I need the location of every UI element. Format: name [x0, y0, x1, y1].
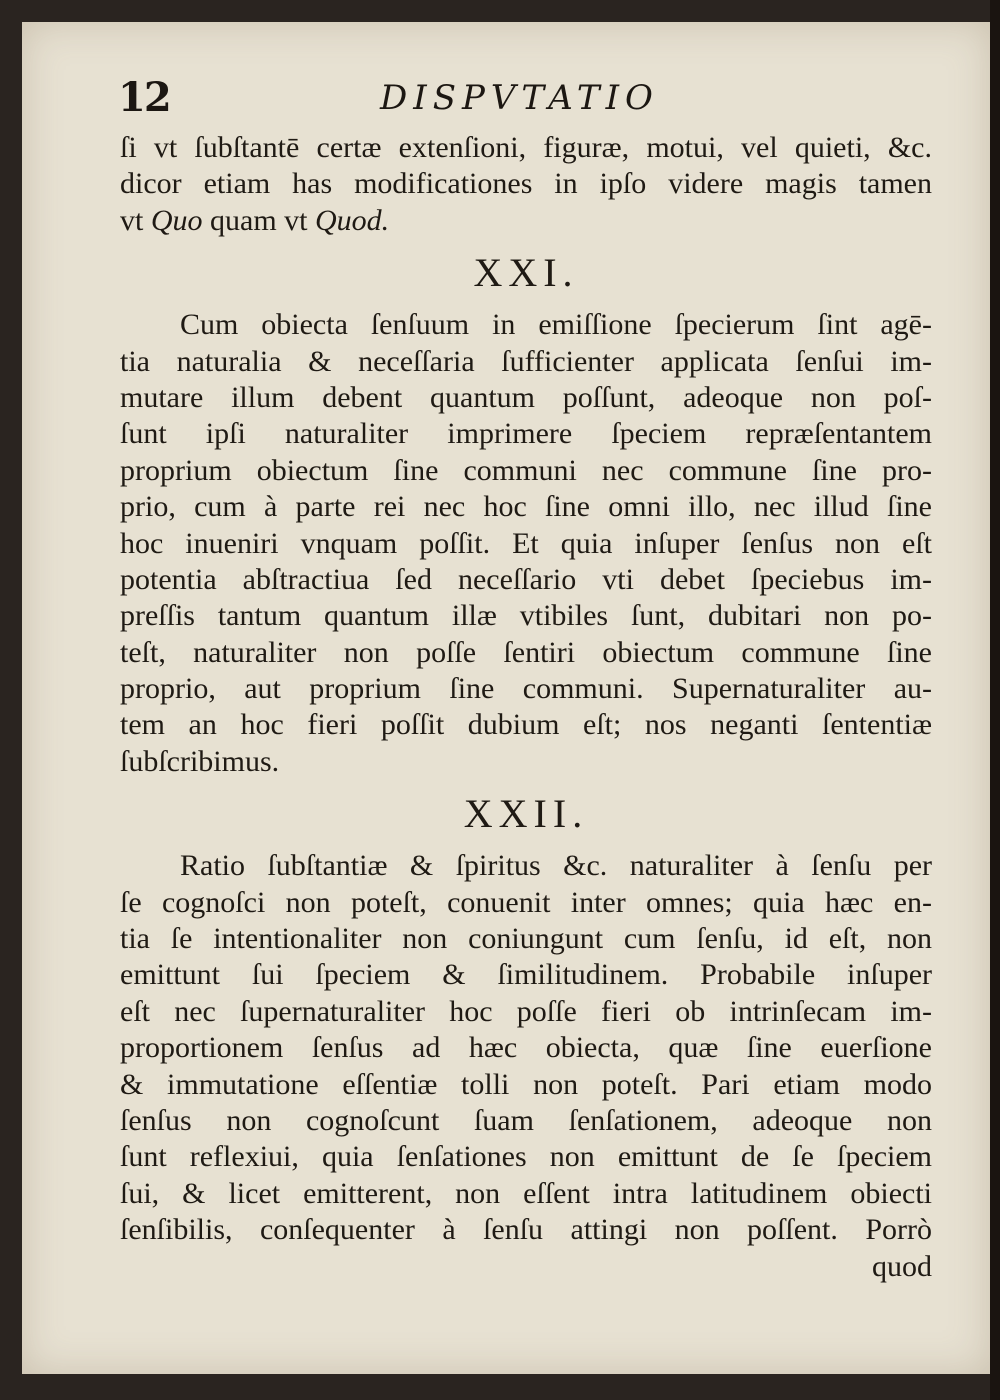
body-text [120, 130, 932, 1285]
text-line: proprium obiectum ſine communi nec commune ſine pro- [120, 453, 932, 487]
text-line: tem an hoc fieri poſſit dubium eſt; nos neganti ſententiæ [120, 708, 932, 742]
text-line: teſt, naturaliter non poſſe ſentiri obiectum commune ſine [120, 635, 932, 669]
text-line: ſenſus non cognoſcunt ſuam ſenſationem, adeoque non [120, 1103, 932, 1137]
text-line: proportionem ſenſus ad hæc obiecta, quæ ſine euerſione [120, 1031, 932, 1065]
italic-term: Quod. [315, 203, 390, 237]
page-number: 12 [118, 74, 170, 121]
text-line: dicor etiam has modificationes in ipſo videre magis tamen [120, 167, 932, 201]
catchword: quod [872, 1249, 932, 1283]
text-line: ſunt reflexiui, quia ſenſationes non emittunt de ſe ſpeciem [120, 1140, 932, 1174]
text-line [120, 203, 932, 239]
section-number: XXII. [463, 791, 589, 837]
text-line: ſi vt ſubſtantē certæ extenſioni, figuræ, motui, vel quieti, &c. [120, 131, 932, 164]
text-line: tia ſe intentionaliter non coniungunt cum ſenſu, id eſt, non [120, 922, 932, 956]
text-fragment: quam vt [202, 203, 316, 237]
page-edge [990, 0, 1000, 1400]
text-line: ſe cognoſci non poteſt, conuenit inter omnes; quia hæc en- [120, 885, 932, 919]
text-line: potentia abſtractiua ſed neceſſario vti debet ſpeciebus im- [120, 562, 932, 596]
text-fragment: vt [120, 203, 151, 237]
section-number: XXI. [473, 250, 579, 296]
text-line: ſui, & licet emitterent, non eſſent intra latitudinem obiecti [120, 1176, 932, 1210]
text-line: ſubſcribimus. [120, 744, 280, 778]
text-line: & immutatione eſſentiæ tolli non poteſt. Pari etiam modo [120, 1067, 932, 1101]
running-title: DISPVTATIO [380, 78, 659, 118]
text-line: eſt nec ſupernaturaliter hoc poſſe fieri ob intrinſecam im- [120, 994, 932, 1028]
italic-term: Quo [150, 203, 203, 237]
text-line: Cum obiecta ſenſuum in emiſſione ſpecierum ſint agē- [180, 308, 932, 342]
text-line: preſſis tantum quantum illæ vtibiles ſunt, dubitari non po- [120, 599, 932, 633]
text-line: ſenſibilis, conſequenter à ſenſu attingi non poſſent. Porrò [120, 1213, 932, 1247]
text-line: Ratio ſubſtantiæ & ſpiritus &c. naturaliter à ſenſu per [180, 849, 932, 883]
text-line: hoc inueniri vnquam poſſit. Et quia inſuper ſenſus non eſt [120, 526, 932, 560]
running-head [118, 74, 918, 124]
text-line: prio, cum à parte rei nec hoc ſine omni illo, nec illud ſine [120, 490, 932, 524]
text-line: ſunt ipſi naturaliter imprimere ſpeciem repræſentantem [120, 417, 932, 451]
text-line: emittunt ſui ſpeciem & ſimilitudinem. Probabile inſuper [120, 958, 932, 992]
text-line: proprio, aut proprium ſine communi. Supernaturaliter au- [120, 672, 932, 706]
text-line: mutare illum debent quantum poſſunt, adeoque non poſ- [120, 380, 932, 414]
text-line: tia naturalia & neceſſaria ſufficienter applicata ſenſui im- [120, 344, 932, 378]
